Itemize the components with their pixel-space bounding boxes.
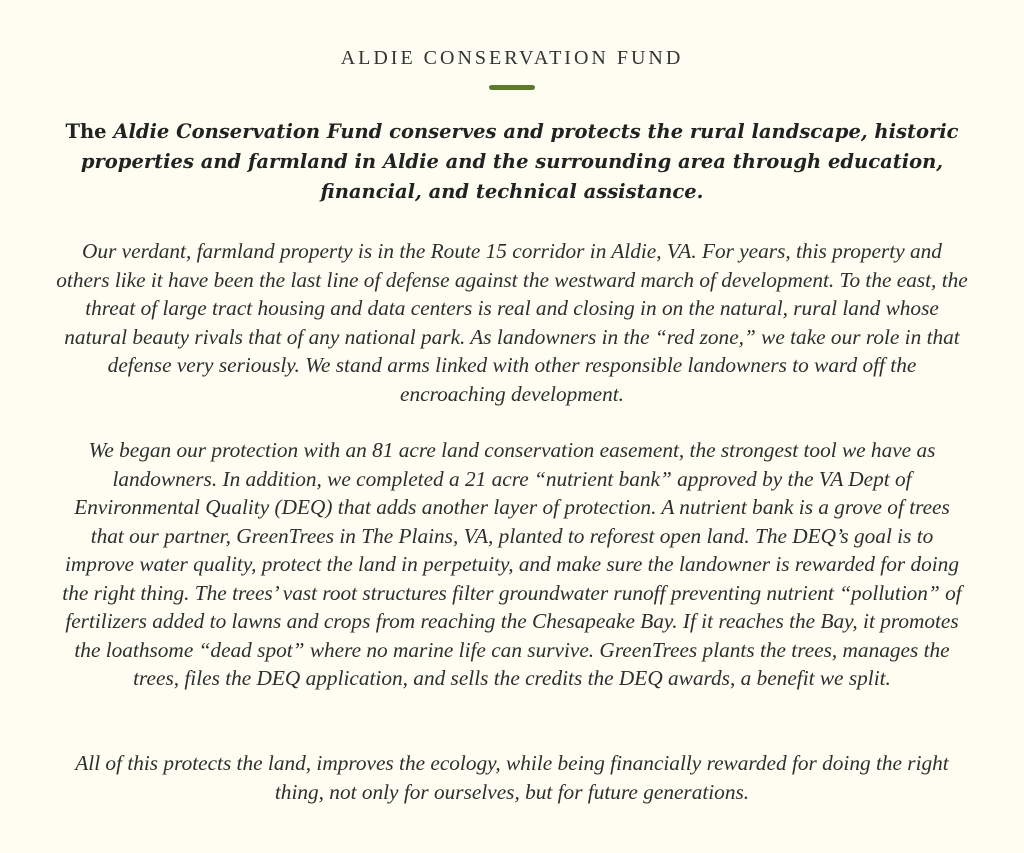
accent-divider <box>489 85 535 90</box>
page-title: ALDIE CONSERVATION FUND <box>340 47 684 69</box>
mission-lead: The <box>65 120 114 143</box>
paragraph-conclusion: All of this protects the land, improves the ecology, while being financially rewarded for doing the right thing, not only for ourselves, but for future generations. <box>75 751 949 804</box>
mission-emphasis: Aldie Conservation Fund conserves and protects the rural landscape, historic properties and farmland in Aldie and the surrounding area through education, financial, and technical assistance. <box>80 120 959 203</box>
paragraph-property: Our verdant, farmland property is in the Route 15 corridor in Aldie, VA. For years, this property and others like it have been the last line of defense against the westward march of development. To the east, the threat of large tract housing and data centers is real and closing in on the natural, rural land whose natural beauty rivals that of any national park. As landowners in the “red zone,” we take our role in that defense very seriously. We stand arms linked with other responsible landowners to ward off the encroaching development. <box>56 239 968 406</box>
paragraph-protection: We began our protection with an 81 acre land conservation easement, the strongest tool we have as landowners. In addition, we completed a 21 acre “nutrient bank” approved by the VA Dept of Environmental Quality (DEQ) that adds another layer of protection. A nutrient bank is a grove of trees that our partner, GreenTrees in The Plains, VA, planted to reforest open land. The DEQ’s goal is to improve water quality, protect the land in perpetuity, and make sure the landowner is rewarded for doing the right thing. The trees’ vast root structures filter groundwater runoff preventing nutrient “pollution” of fertilizers added to lawns and crops from reaching the Chesapeake Bay. If it reaches the Bay, it promotes the loathsome “dead spot” where no marine life can survive. GreenTrees plants the trees, manages the trees, files the DEQ application, and sells the credits the DEQ awards, a benefit we split. <box>62 438 962 690</box>
mission-statement <box>56 117 968 207</box>
